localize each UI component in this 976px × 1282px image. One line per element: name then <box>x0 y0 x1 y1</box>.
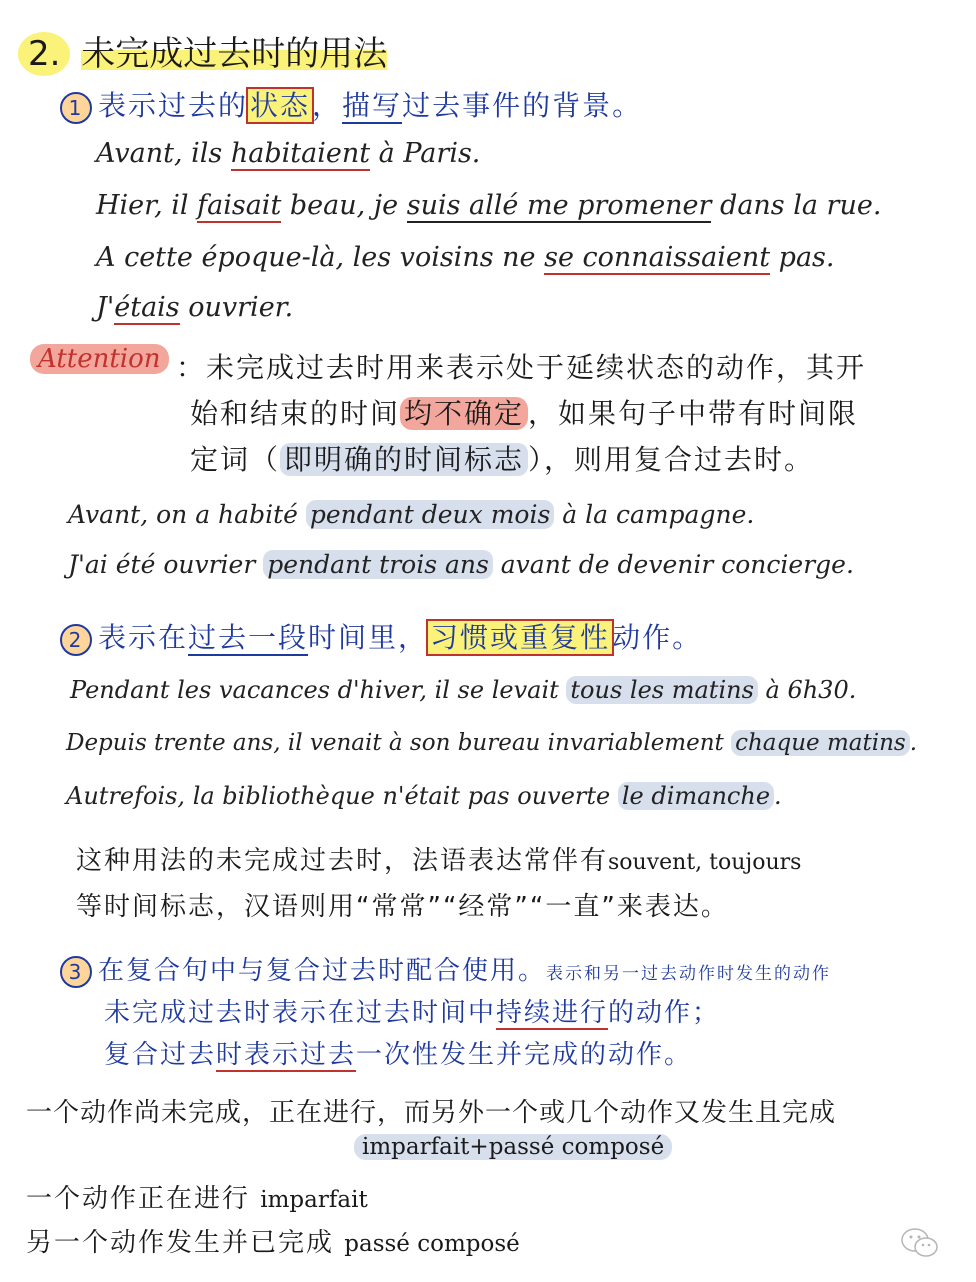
usage-1-pre: 表示过去的 <box>98 89 249 122</box>
section-number: 2. <box>18 32 70 76</box>
summary-line-3: 一个动作正在进行 imparfait <box>26 1184 368 1214</box>
usage-2-heading: 2 表示在过去一段时间里，习惯或重复性动作。 <box>60 616 702 656</box>
section-title <box>18 26 387 75</box>
wechat-logo-icon <box>900 1226 940 1264</box>
usage-2-marker: 2 <box>60 624 92 656</box>
note-line-1: 这种用法的未完成过去时，法语表达常伴有souvent, toujours <box>76 846 802 876</box>
example-3-3: Autrefois, la bibliothèque n'était pas ouverte le dimanche . <box>66 782 782 810</box>
example-3-2: Depuis trente ans, il venait à son bureau invariablement chaque matins . <box>66 730 918 756</box>
usage-3-line-3: 复合过去时表示过去一次性发生并完成的动作。 <box>104 1040 693 1070</box>
usage-1-marker: 1 <box>60 92 92 124</box>
example-2-1: Avant, on a habité pendant deux mois à la campagne. <box>68 500 755 529</box>
example-1-4: J'étais ouvrier. <box>96 292 294 323</box>
usage-1-post: 过去事件的背景。 <box>402 89 643 122</box>
example-1-2: Hier, il faisait beau, je suis allé me promener dans la rue. <box>96 190 882 221</box>
usage-3-line-2: 未完成过去时表示在过去时间中持续进行的动作； <box>104 998 721 1028</box>
usage-1-boxed: 状态 <box>250 89 311 122</box>
attention-line-2: 始和结束的时间 均不确定 ，如果句子中带有时间限 <box>190 397 859 430</box>
example-2-2: J'ai été ouvrier pendant trois ans avant de devenir concierge. <box>68 550 854 579</box>
summary-formula: imparfait+passé composé <box>354 1134 672 1160</box>
usage-3-marker: 3 <box>60 956 92 988</box>
summary-line-1: 一个动作尚未完成，正在进行，而另外一个或几个动作又发生且完成 <box>26 1098 837 1128</box>
summary-line-4: 另一个动作发生并已完成 passé composé <box>26 1228 520 1258</box>
usage-3-side-note: 表示和另一过去动作时发生的动作 <box>546 964 832 984</box>
attention-label: Attention <box>30 344 169 374</box>
usage-1-comma: ， <box>312 89 343 122</box>
note-line-2: 等时间标志，汉语则用“常常”“经常”“一直”来表达。 <box>76 892 729 922</box>
usage-1-underlined: 描写 <box>342 89 403 122</box>
section-title-text: 未完成过去时的用法 <box>81 34 388 74</box>
example-3-1: Pendant les vacances d'hiver, il se levait tous les matins à 6h30. <box>70 676 857 704</box>
usage-3-heading: 3 在复合句中与复合过去时配合使用。表示和另一过去动作时发生的动作 <box>60 950 831 988</box>
usage-1-heading <box>60 84 642 124</box>
example-1-3: A cette époque-là, les voisins ne se connaissaient pas. <box>96 242 835 273</box>
example-1-1: Avant, ils habitaient à Paris. <box>96 138 481 169</box>
attention-line-3: 定词（ 即明确的时间标志 ），则用复合过去时。 <box>190 443 815 476</box>
attention-line-1: ：未完成过去时用来表示处于延续状态的动作，其开 <box>176 351 867 384</box>
